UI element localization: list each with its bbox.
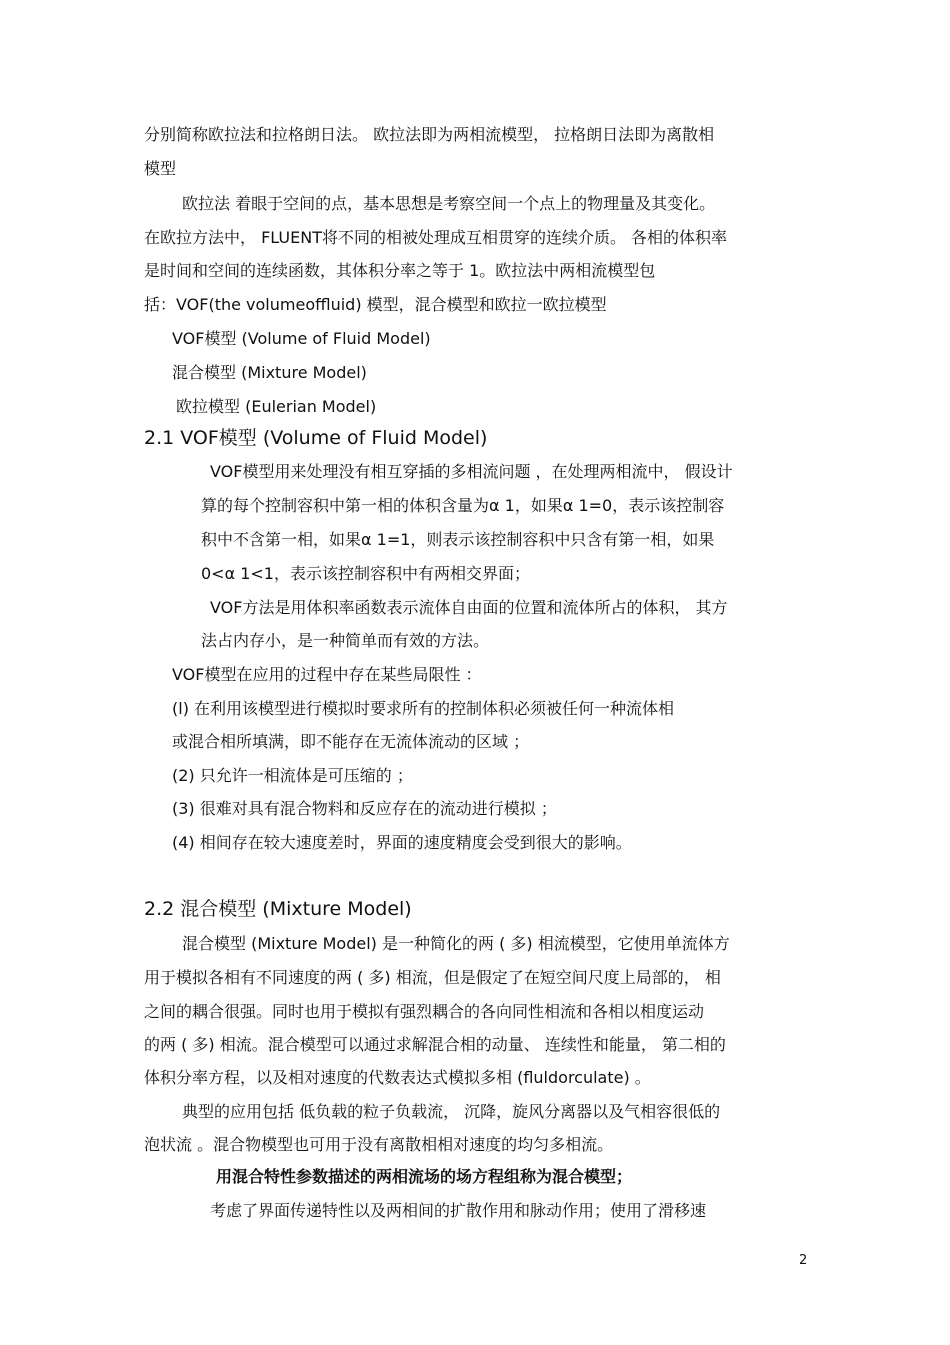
body-line: 泡状流 。混合物模型也可用于没有离散相相对速度的均匀多相流。 [144, 1135, 614, 1154]
list-item: 或混合相所填满，即不能存在无流体流动的区域 ； [172, 732, 530, 751]
body-line: 典型的应用包括 低负载的粒子负载流， 沉降，旋风分离器以及气相容很低的 [182, 1102, 721, 1121]
list-item: 混合模型 (Mixture Model) [172, 363, 367, 382]
body-line: VOF模型用来处理没有相互穿插的多相流问题 ，在处理两相流中， 假设计 [210, 462, 733, 481]
body-line: 欧拉法 着眼于空间的点，基本思想是考察空间一个点上的物理量及其变化。 [182, 194, 716, 213]
page-number: 2 [799, 1253, 808, 1268]
list-item: (3) 很难对具有混合物料和反应存在的流动进行模拟 ； [172, 799, 557, 818]
body-line: 的两 ( 多) 相流。混合模型可以通过求解混合相的动量、 连续性和能量， 第二相的 [144, 1035, 726, 1054]
body-line: 之间的耦合很强。同时也用于模拟有强烈耦合的各向同性相流和各相以相度运动 [144, 1002, 705, 1021]
body-line: VOF模型在应用的过程中存在某些局限性 ： [172, 665, 482, 684]
body-line: 算的每个控制容积中第一相的体积含量为α 1，如果α 1=0，表示该控制容 [201, 496, 725, 515]
list-item: VOF模型 (Volume of Fluid Model) [172, 329, 431, 348]
body-line: 模型 [144, 159, 177, 178]
list-item: (l) 在利用该模型进行模拟时要求所有的控制体积必须被任何一种流体相 [172, 699, 675, 718]
body-line: 用于模拟各相有不同速度的两 ( 多) 相流，但是假定了在短空间尺度上局部的， 相 [144, 968, 721, 987]
body-line: 混合模型 (Mixture Model) 是一种简化的两 ( 多) 相流模型，它使用单流体方 [182, 934, 730, 953]
body-line: 在欧拉方法中， FLUENT将不同的相被处理成互相贯穿的连续介质。 各相的体积率 [144, 228, 728, 247]
body-line: 法占内存小，是一种简单而有效的方法。 [201, 631, 490, 650]
body-line: 分别简称欧拉法和拉格朗日法。 欧拉法即为两相流模型， 拉格朗日法即为离散相 [144, 125, 715, 144]
list-item: (2) 只允许一相流体是可压缩的 ； [172, 766, 413, 785]
body-line: 是时间和空间的连续函数，其体积分率之等于 1。欧拉法中两相流模型包 [144, 261, 656, 280]
section-heading: 2.2 混合模型 (Mixture Model) [144, 898, 412, 920]
body-line: VOF方法是用体积率函数表示流体自由面的位置和流体所占的体积， 其方 [210, 598, 728, 617]
body-line: 积中不含第一相，如果α 1=1，则表示该控制容积中只含有第一相，如果 [201, 530, 715, 549]
body-line: 考虑了界面传递特性以及两相间的扩散作用和脉动作用；使用了滑移速 [210, 1201, 707, 1220]
bold-line: 用混合特性参数描述的两相流场的场方程组称为混合模型； [216, 1167, 633, 1186]
body-line: 括：VOF(the volumeoffluid) 模型，混合模型和欧拉一欧拉模型 [144, 295, 607, 314]
list-item: (4) 相间存在较大速度差时，界面的速度精度会受到很大的影响。 [172, 833, 632, 852]
list-item: 欧拉模型 (Eulerian Model) [176, 397, 377, 416]
section-heading: 2.1 VOF模型 (Volume of Fluid Model) [144, 427, 488, 449]
body-line: 体积分率方程，以及相对速度的代数表达式模拟多相 (fluldorculate) 。 [144, 1068, 651, 1087]
body-line: 0<α 1<1，表示该控制容积中有两相交界面； [201, 564, 530, 583]
